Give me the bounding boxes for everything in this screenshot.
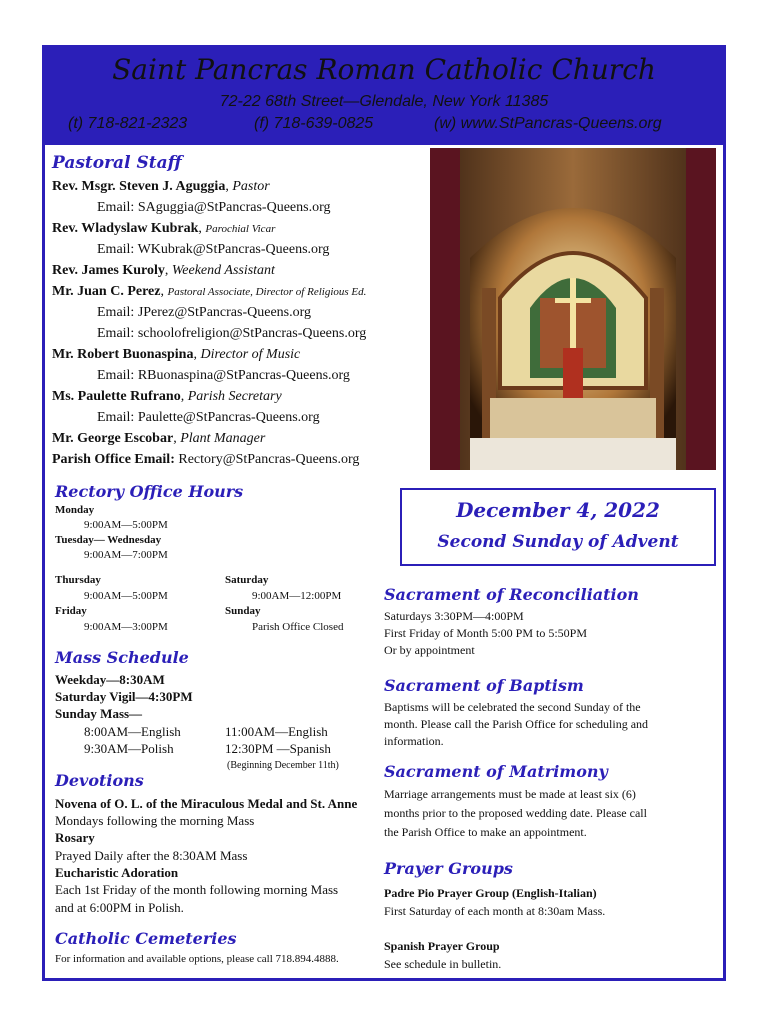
office-hours-heading: Rectory Office Hours xyxy=(55,482,244,501)
staff-email[interactable]: Email: schoolofreligion@StPancras-Queens.org xyxy=(97,326,367,341)
thursday-label: Thursday xyxy=(55,574,101,586)
staff-line: Rev. Msgr. Steven J. Aguggia, Pastor xyxy=(52,179,270,194)
staff-line: Mr. Robert Buonaspina, Director of Music xyxy=(52,347,301,362)
rosary-text: Prayed Daily after the 8:30AM Mass xyxy=(55,848,248,863)
fax-number: (f) 718-639-0825 xyxy=(254,115,374,132)
staff-email[interactable]: Email: RBuonaspina@StPancras-Queens.org xyxy=(97,368,350,383)
liturgical-occasion: Second Sunday of Advent xyxy=(437,532,679,552)
staff-line: Mr. Juan C. Perez, Pastoral Associate, Director of Religious Ed. xyxy=(52,284,367,299)
phone-number: (t) 718-821-2323 xyxy=(68,115,188,132)
reconciliation-text: First Friday of Month 5:00 PM to 5:50PM xyxy=(384,626,588,640)
cemeteries-heading: Catholic Cemeteries xyxy=(55,929,237,948)
padre-pio-text: First Saturday of each month at 8:30am Mass. xyxy=(384,904,606,918)
devotions-heading: Devotions xyxy=(55,771,144,790)
novena-text: Mondays following the morning Mass xyxy=(55,813,255,828)
date-box xyxy=(400,488,716,566)
prayer-groups-heading: Prayer Groups xyxy=(384,859,513,878)
staff-email[interactable]: Email: Paulette@StPancras-Queens.org xyxy=(97,410,320,425)
spanish-group-title: Spanish Prayer Group xyxy=(384,939,500,953)
friday-label: Friday xyxy=(55,605,87,617)
altar-photo xyxy=(430,148,716,470)
staff-line: Rev. James Kuroly, Weekend Assistant xyxy=(52,263,275,278)
saturday-label: Saturday xyxy=(225,574,269,586)
mass-schedule-heading: Mass Schedule xyxy=(55,648,189,667)
sunday-hours: Parish Office Closed xyxy=(252,621,344,633)
weekday-mass: Weekday—8:30AM xyxy=(55,672,165,687)
adoration-title: Eucharistic Adoration xyxy=(55,865,179,880)
adoration-text: and at 6:00PM in Polish. xyxy=(55,900,184,915)
cemeteries-text: For information and available options, please call 718.894.4888. xyxy=(55,953,339,965)
adoration-text: Each 1st Friday of the month following morning Mass xyxy=(55,882,339,897)
novena-title: Novena of O. L. of the Miraculous Medal and St. Anne xyxy=(55,796,358,811)
staff-line: Ms. Paulette Rufrano, Parish Secretary xyxy=(52,389,282,404)
matrimony-text: Marriage arrangements must be made at least six (6) xyxy=(384,787,636,801)
sunday-mass-time: 12:30PM —Spanish xyxy=(225,741,331,756)
staff-line: Rev. Wladyslaw Kubrak, Parochial Vicar xyxy=(52,221,276,236)
altar-illustration xyxy=(430,148,716,470)
header-banner xyxy=(42,45,726,145)
monday-hours: 9:00AM—5:00PM xyxy=(84,519,168,531)
monday-label: Monday xyxy=(55,504,95,516)
matrimony-text: the Parish Office to make an appointment. xyxy=(384,825,587,839)
sunday-label: Sunday xyxy=(225,605,261,617)
baptism-text: Baptisms will be celebrated the second Sunday of the xyxy=(384,700,641,714)
padre-pio-title: Padre Pio Prayer Group (English-Italian) xyxy=(384,886,597,900)
staff-email[interactable]: Email: JPerez@StPancras-Queens.org xyxy=(97,305,312,320)
thursday-hours: 9:00AM—5:00PM xyxy=(84,590,168,602)
matrimony-heading: Sacrament of Matrimony xyxy=(384,762,608,781)
reconciliation-text: Or by appointment xyxy=(384,643,475,657)
staff-line: Mr. George Escobar, Plant Manager xyxy=(52,431,266,446)
church-address: 72-22 68th Street—Glendale, New York 11385 xyxy=(219,93,549,110)
baptism-text: information. xyxy=(384,734,444,748)
sunday-mass-time: 11:00AM—English xyxy=(225,724,328,739)
mass-note: (Beginning December 11th) xyxy=(227,760,339,771)
reconciliation-heading: Sacrament of Reconciliation xyxy=(384,585,639,604)
parish-office-email: Parish Office Email: Rectory@StPancras-Queens.org xyxy=(52,452,360,467)
church-name: Saint Pancras Roman Catholic Church xyxy=(112,53,656,86)
baptism-text: month. Please call the Parish Office for scheduling and xyxy=(384,717,649,731)
staff-email[interactable]: Email: SAguggia@StPancras-Queens.org xyxy=(97,200,331,215)
rosary-title: Rosary xyxy=(55,830,95,845)
friday-hours: 9:00AM—3:00PM xyxy=(84,621,168,633)
sunday-mass-time: 9:30AM—Polish xyxy=(84,741,174,756)
bulletin-date: December 4, 2022 xyxy=(456,498,660,522)
sunday-mass-time: 8:00AM—English xyxy=(84,724,181,739)
baptism-heading: Sacrament of Baptism xyxy=(384,676,584,695)
saturday-hours: 9:00AM—12:00PM xyxy=(252,590,342,602)
website-link[interactable]: (w) www.StPancras-Queens.org xyxy=(434,115,662,132)
pastoral-staff-heading: Pastoral Staff xyxy=(52,153,182,173)
tue-wed-label: Tuesday— Wednesday xyxy=(55,534,162,546)
reconciliation-text: Saturdays 3:30PM—4:00PM xyxy=(384,609,524,623)
saturday-vigil: Saturday Vigil—4:30PM xyxy=(55,689,193,704)
staff-email[interactable]: Email: WKubrak@StPancras-Queens.org xyxy=(97,242,330,257)
spanish-group-text: See schedule in bulletin. xyxy=(384,957,502,971)
matrimony-text: months prior to the proposed wedding date. Please call xyxy=(384,806,647,820)
sunday-mass-label: Sunday Mass— xyxy=(55,706,143,721)
tue-wed-hours: 9:00AM—7:00PM xyxy=(84,549,168,561)
